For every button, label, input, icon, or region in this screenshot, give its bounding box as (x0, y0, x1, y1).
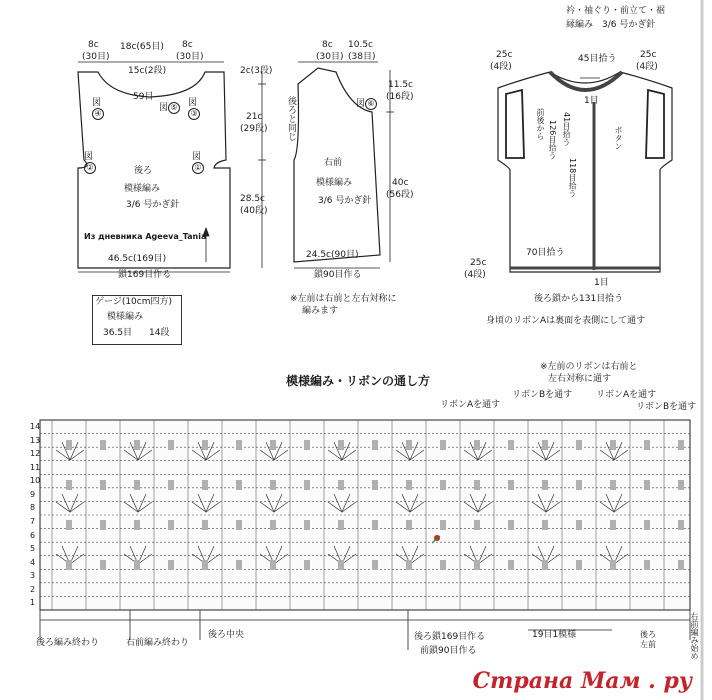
chart-ribbon-marker (304, 560, 310, 570)
chart-ribbon-marker (610, 440, 616, 450)
chart-start-front: 右前編み始め (690, 612, 699, 660)
chart-ribbon-marker (440, 440, 446, 450)
front-dim-right: 10.5c (348, 40, 373, 50)
chart-ribbon-marker (236, 560, 242, 570)
chart-ribbon-marker (406, 480, 412, 490)
gauge-box (92, 295, 182, 345)
edging-pick-70: 70目拾う (526, 248, 565, 258)
chart-ribbon-marker (100, 480, 106, 490)
chart-ribbon-marker (508, 520, 514, 530)
chart-ribbon-marker (66, 480, 72, 490)
edging-dim-left-sub: (4段) (490, 62, 512, 72)
chart-row-label: 14 (30, 422, 41, 431)
chart-ribbon-marker (576, 440, 582, 450)
front-dim-right-sub: (38目) (348, 52, 376, 62)
edging-bottom-4: (4段) (464, 270, 486, 280)
front-note-2: 編みます (302, 306, 339, 316)
back-side-21: 21c (246, 112, 263, 122)
chart-ribbon-marker (678, 520, 684, 530)
chart-ribbon-marker (610, 560, 616, 570)
front-pattern: 模様編み (316, 178, 353, 188)
chart-row-label: 13 (30, 435, 41, 445)
chart-start-back: 後ろ (640, 630, 656, 639)
back-mark-4: 図 ④ (92, 98, 104, 120)
back-side-28: 28.5c (240, 194, 265, 204)
chart-ribbon-marker (168, 480, 174, 490)
credit-text: Из дневника Ageeva_Tania (84, 232, 207, 241)
chart-ribbon-marker (372, 440, 378, 450)
chart-ribbon-marker (372, 520, 378, 530)
chart-ribbon-marker (644, 520, 650, 530)
back-name: 後ろ (134, 166, 153, 176)
chart-ribbon-marker (678, 560, 684, 570)
chart-row-label: 9 (30, 489, 36, 499)
chart-row-label: 10 (30, 476, 41, 486)
chart-center-back: 後ろ中央 (208, 630, 245, 640)
front-name: 右前 (324, 158, 343, 168)
chart-ribbon-marker (338, 480, 344, 490)
back-dim-right-sub: (30目) (176, 52, 204, 62)
chart-ribbon-marker (304, 480, 310, 490)
edging-dim-left: 25c (496, 50, 513, 60)
chart-ribbon-marker (236, 440, 242, 450)
chart-ribbon-marker (508, 440, 514, 450)
chart-row-label: 3 (30, 571, 36, 581)
chart-ribbon-marker (168, 440, 174, 450)
chart-ribbon-marker (576, 560, 582, 570)
back-chain: 鎖169目作る (118, 270, 172, 280)
front-dim-left-sub: (30目) (316, 52, 344, 62)
chart-ribbon-marker (202, 560, 208, 570)
chart-ribbon-marker (372, 560, 378, 570)
back-dim-left: 8c (88, 40, 99, 50)
chart-ribbon-marker (440, 560, 446, 570)
chart-ribbon-marker (576, 520, 582, 530)
chart-ribbon-marker (66, 440, 72, 450)
chart-ribbon-marker (406, 560, 412, 570)
chart-ribbon-marker (474, 520, 480, 530)
edging-button: ボタン (614, 126, 623, 150)
stitch-chart (40, 420, 690, 650)
chart-start-left: 左前 (640, 640, 656, 649)
back-width: 46.5c(169目) (108, 254, 167, 264)
chart-row-label: 12 (30, 449, 41, 459)
chart-ribbon-marker (474, 440, 480, 450)
chart-row-label: 7 (30, 517, 36, 526)
edging-header-1: 衿・袖ぐり・前立て・裾 (566, 6, 666, 16)
chart-note-2: 左右対称に通す (548, 374, 612, 384)
chart-ribbon-marker (338, 440, 344, 450)
chart-ribbon-marker (134, 480, 140, 490)
chart-ribbon-marker (134, 520, 140, 530)
chart-ribbon-marker (406, 520, 412, 530)
back-hook: 3/6 号かぎ針 (126, 200, 180, 210)
back-dim-right: 8c (182, 40, 193, 50)
edging-dim-right: 25c (640, 50, 657, 60)
front-right-40sub: (56段) (386, 190, 414, 200)
edging-pick-126: 126目拾う (548, 120, 557, 160)
back-mark-1: 図 ① (192, 152, 204, 174)
chart-ribbon-marker (508, 560, 514, 570)
chart-ribbon-marker (236, 480, 242, 490)
edging-ribbon-note: 身頃のリボンAは裏面を表側にして通す (486, 316, 646, 326)
chart-ribbon-marker (270, 480, 276, 490)
back-dim-line-right (203, 72, 266, 268)
chart-ribbon-marker (542, 520, 548, 530)
chart-ribbon-marker (406, 440, 412, 450)
chart-ribbon-marker (202, 440, 208, 450)
front-right-40: 40c (392, 178, 409, 188)
chart-ribbon-marker (100, 520, 106, 530)
chart-repeat: 19目1模様 (532, 630, 577, 640)
chart-row-label: 8 (30, 503, 36, 513)
chart-ribbon-marker (508, 480, 514, 490)
edging-pick-41: 41目拾う (562, 112, 571, 147)
back-dim-center: 18c(65目) (120, 42, 164, 52)
front-right-115sub: (16段) (386, 92, 414, 102)
back-neck: 15c(2段) (128, 66, 167, 76)
front-piece-outline (294, 62, 394, 268)
back-mark-3: 図 ③ (188, 98, 200, 120)
chart-ribbon-b-2: リボンBを通す (636, 402, 697, 412)
chart-ribbon-marker (440, 480, 446, 490)
back-side-2c: 2c(3段) (240, 66, 273, 76)
edging-dim-right-sub: (4段) (636, 62, 658, 72)
gauge-title: ゲージ(10cm四方) (95, 297, 173, 307)
front-right-115: 11.5c (388, 80, 413, 90)
chart-row-label: 1 (30, 598, 36, 608)
chart-ribbon-marker (678, 440, 684, 450)
chart-ribbon-marker (678, 480, 684, 490)
chart-ribbon-marker (270, 560, 276, 570)
watermark: Страна Мам . ру (472, 668, 692, 694)
chart-row-label: 2 (30, 584, 36, 594)
chart-ribbon-marker (304, 520, 310, 530)
chart-row-label: 5 (30, 544, 36, 554)
chart-ribbon-marker (202, 520, 208, 530)
edging-dim-center: 45目拾う (578, 54, 617, 64)
chart-ribbon-marker (372, 480, 378, 490)
chart-ribbon-marker (542, 440, 548, 450)
back-pattern: 模様編み (124, 184, 161, 194)
chart-ribbon-marker (474, 560, 480, 570)
back-dim-left-sub: (30目) (82, 52, 110, 62)
chart-chain-front: 前鎖90目作る (420, 646, 477, 656)
front-dim-left: 8c (322, 40, 333, 50)
edging-pick-131: 後ろ鎖から131目拾う (534, 294, 624, 304)
chart-ribbon-marker (168, 520, 174, 530)
chart-ribbon-marker (542, 480, 548, 490)
chart-title: 模様編み・リボンの通し方 (286, 374, 431, 388)
chart-ribbon-a-1: リボンAを通す (440, 400, 501, 410)
back-neck-sts: 59目 (133, 92, 154, 102)
back-mark-5: 図 ⑤ (159, 102, 180, 114)
chart-ribbon-marker (134, 560, 140, 570)
gauge-rows: 14段 (149, 328, 170, 338)
chart-ribbon-marker (644, 440, 650, 450)
chart-ribbon-marker (66, 560, 72, 570)
chart-ribbon-marker (338, 560, 344, 570)
chart-end-front: 右前編み終わり (126, 638, 190, 648)
chart-row-label: 11 (30, 462, 41, 472)
chart-ribbon-marker (576, 480, 582, 490)
chart-chain-back: 後ろ鎖169目作る (414, 632, 486, 642)
chart-ribbon-marker (474, 480, 480, 490)
back-side-28sub: (40段) (240, 206, 268, 216)
chart-row-label: 6 (30, 530, 36, 540)
front-note-1: ※左前は右前と左右対称に (290, 294, 397, 304)
edging-row-1: 1目 (584, 96, 599, 106)
gauge-sts: 36.5目 (103, 328, 133, 338)
chart-ribbon-marker (100, 560, 106, 570)
edging-pick-118: 118目拾う (568, 158, 577, 198)
edging-front-back: 前後から (536, 108, 545, 140)
chart-ribbon-marker (644, 480, 650, 490)
chart-ribbon-marker (66, 520, 72, 530)
chart-ribbon-marker (304, 440, 310, 450)
chart-ribbon-marker (202, 480, 208, 490)
front-side-note: 後ろと同じ (286, 96, 296, 141)
chart-note-1: ※左前のリボンは右前と (540, 362, 638, 372)
chart-ribbon-marker (270, 520, 276, 530)
front-chain: 鎖90目作る (314, 270, 362, 280)
chart-ribbon-marker (134, 440, 140, 450)
chart-ribbon-marker (542, 560, 548, 570)
edging-header-2: 縁編み 3/6 号かぎ針 (566, 20, 656, 30)
front-width: 24.5c(90目) (306, 250, 359, 260)
edging-bottom-25: 25c (470, 258, 487, 268)
edging-row-1b: 1目 (594, 278, 609, 288)
chart-ribbon-marker (168, 560, 174, 570)
chart-ribbon-marker (236, 520, 242, 530)
gauge-pattern: 模様編み (107, 312, 144, 322)
chart-row-label: 4 (30, 557, 36, 567)
front-mark-6: 図 ⑥ (356, 98, 377, 110)
chart-ribbon-marker (610, 520, 616, 530)
front-hook: 3/6 号かぎ針 (318, 196, 372, 206)
chart-ribbon-marker (100, 440, 106, 450)
back-side-21sub: (29段) (240, 124, 268, 134)
chart-ribbon-marker (440, 520, 446, 530)
chart-ribbon-marker (270, 440, 276, 450)
chart-end-back: 後ろ編み終わり (36, 638, 100, 648)
chart-ribbon-marker (338, 520, 344, 530)
chart-ribbon-a-2: リボンAを通す (596, 390, 657, 400)
chart-ribbon-b-1: リボンBを通す (512, 390, 573, 400)
chart-ribbon-marker (644, 560, 650, 570)
chart-ribbon-marker (610, 480, 616, 490)
back-mark-2: 図 ② (84, 152, 96, 174)
